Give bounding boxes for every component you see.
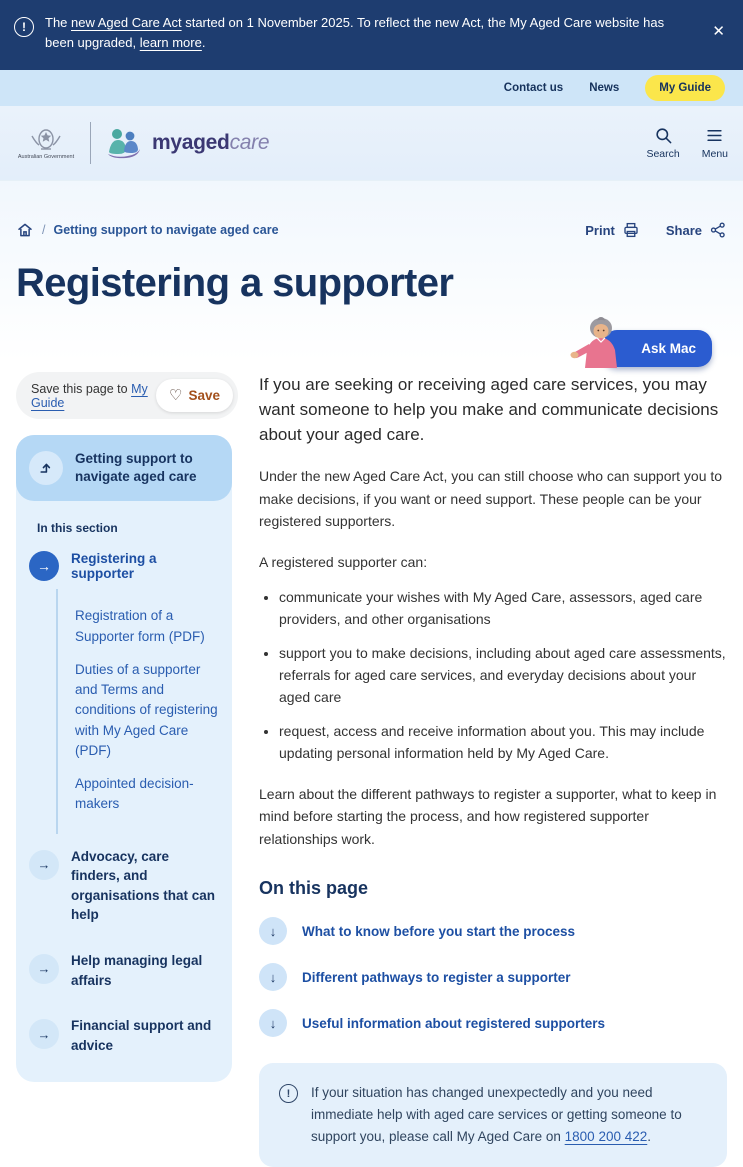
ask-mac-button[interactable]: Ask Mac — [603, 330, 712, 367]
search-label: Search — [646, 148, 680, 160]
gov-caption: Australian Government — [17, 154, 75, 160]
intro-paragraph: If you are seeking or receiving aged care services, you may want someone to help you make and communicate decisions about your aged care. — [259, 375, 719, 445]
arrow-right-icon: → — [29, 954, 59, 984]
myagedcare-people-icon — [104, 126, 144, 160]
exclamation-circle-icon: ! — [279, 1084, 298, 1103]
alert-text-segment: started on 1 November 2025. To reflect the new Act, the My Aged Care website has been upgraded, — [45, 15, 665, 50]
save-bar-prefix: Save this page to — [31, 381, 132, 396]
alert-text-segment: The — [45, 15, 72, 30]
contact-us-link[interactable]: Contact us — [503, 82, 564, 94]
close-icon[interactable]: ✕ — [712, 23, 725, 40]
coat-of-arms-icon — [28, 126, 64, 152]
arrow-down-icon: ↓ — [259, 917, 287, 945]
parent-section-link[interactable] — [16, 435, 232, 501]
urgent-help-callout — [259, 1063, 727, 1167]
breadcrumb — [16, 221, 727, 239]
list-item: • support you to make decisions, including about aged care assessments, referrals for aged care services, and everyday decisions about your aged care — [279, 643, 727, 708]
anchor-link-pathways[interactable] — [259, 963, 727, 991]
menu-label: Menu — [701, 148, 728, 160]
sidebar-item-registering-a-supporter[interactable] — [16, 539, 232, 589]
active-item-label: Registering a supporter — [71, 551, 157, 582]
anchor-link-label: Different pathways to register a supporter — [302, 969, 571, 985]
phone-number-link[interactable]: 1800 200 422 — [564, 1128, 648, 1144]
in-this-section-label: In this section — [37, 521, 118, 536]
sidebar-item-financial-support[interactable] — [16, 1003, 232, 1068]
sidebar-item-label: Help managing legal affairs — [71, 952, 203, 988]
save-button-label: Save — [188, 388, 220, 403]
utility-nav — [0, 70, 743, 106]
print-button[interactable] — [585, 221, 640, 239]
article-content — [259, 372, 727, 1167]
anchor-link-useful-information[interactable] — [259, 1009, 727, 1037]
printer-icon — [622, 221, 640, 239]
myagedcare-logo[interactable] — [104, 126, 269, 160]
ask-mac-widget[interactable] — [603, 330, 712, 367]
my-guide-button[interactable]: My Guide — [645, 75, 725, 101]
aged-care-act-link[interactable]: new Aged Care Act — [71, 15, 182, 30]
australian-government-logo — [15, 126, 77, 160]
my-guide-link[interactable]: My Guide — [31, 381, 148, 410]
search-icon — [654, 126, 673, 145]
alert-text-segment: . — [201, 34, 206, 50]
sidebar-sublink-duties-terms[interactable]: Duties of a supporter and Terms and conditions of registering with My Aged Care (PDF) — [75, 661, 218, 758]
turn-up-arrow-icon — [38, 460, 54, 476]
callout-text-segment: . — [647, 1128, 652, 1144]
print-label: Print — [585, 222, 615, 238]
alert-icon: ! — [14, 17, 34, 37]
save-button[interactable] — [156, 379, 233, 412]
sidebar-sublinks — [56, 589, 232, 833]
callout-text — [311, 1082, 707, 1148]
share-button[interactable] — [666, 221, 727, 239]
arrow-right-icon: → — [29, 551, 59, 581]
callout-text-segment: If your situation has changed unexpectedly and you need immediate help with aged care services or getting someone to support you, please call My Aged Care on — [311, 1085, 682, 1144]
search-button[interactable] — [646, 126, 679, 160]
brand-wordmark — [152, 131, 269, 155]
sidebar-item-label: Advocacy, care finders, and organisations that can help — [71, 848, 216, 923]
header-divider — [90, 122, 91, 164]
anchor-link-what-to-know[interactable] — [259, 917, 727, 945]
arrow-right-icon: → — [29, 1019, 59, 1049]
news-link[interactable]: News — [589, 82, 620, 94]
list-item: • communicate your wishes with My Aged Care, assessors, aged care providers, and other organisations — [279, 587, 727, 630]
home-icon[interactable] — [16, 221, 34, 239]
list-item: • request, access and receive information about you. This may include updating personal information held by My Aged Care. — [279, 721, 727, 764]
alert-banner — [0, 0, 743, 70]
anchor-link-label: What to know before you start the process — [302, 923, 576, 939]
paragraph: A registered supporter can: — [259, 553, 428, 570]
share-label: Share — [665, 222, 702, 238]
brand-bold: myaged — [152, 131, 230, 154]
alert-text — [45, 13, 665, 52]
mac-avatar — [567, 316, 629, 374]
sidebar-item-legal-affairs[interactable] — [16, 938, 232, 1003]
heart-icon: ♡ — [169, 387, 183, 404]
anchor-link-label: Useful information about registered supporters — [302, 1015, 606, 1031]
learn-more-link[interactable]: learn more — [139, 34, 202, 50]
arrow-right-icon: → — [29, 850, 59, 880]
save-bar-text — [31, 382, 156, 410]
save-page-bar — [16, 372, 238, 419]
sidebar-item-advocacy[interactable] — [16, 834, 232, 938]
arrow-down-icon: ↓ — [259, 963, 287, 991]
arrow-down-icon: ↓ — [259, 1009, 287, 1037]
page-title: Registering a supporter — [16, 261, 454, 305]
main-content — [0, 181, 743, 1144]
menu-button[interactable] — [702, 126, 728, 160]
left-sidebar — [16, 372, 232, 1082]
supporter-capabilities-list — [265, 587, 727, 765]
sidebar-sublink-appointed-decision-makers[interactable]: Appointed decision-makers — [75, 776, 194, 812]
breadcrumb-link-getting-support[interactable]: Getting support to navigate aged care — [53, 223, 279, 237]
paragraph: Under the new Aged Care Act, you can still choose who can support you to make decisions, if you want or need support. These people can be your registered supporters. — [259, 468, 723, 530]
sidebar-item-label: Financial support and advice — [71, 1018, 212, 1053]
parent-section-label: Getting support to navigate aged care — [75, 451, 197, 485]
hamburger-menu-icon — [705, 126, 724, 145]
share-icon — [709, 221, 727, 239]
sidebar-sublink-registration-form[interactable]: Registration of a Supporter form (PDF) — [75, 608, 205, 644]
on-this-page-heading: On this page — [259, 878, 369, 899]
section-navigation — [16, 435, 232, 1082]
brand-light: care — [229, 131, 270, 154]
paragraph: Learn about the different pathways to register a supporter, what to keep in mind before starting the process, and how registered supporter relationships work. — [259, 785, 717, 847]
breadcrumb-separator: / — [42, 223, 46, 237]
site-header — [0, 106, 743, 181]
